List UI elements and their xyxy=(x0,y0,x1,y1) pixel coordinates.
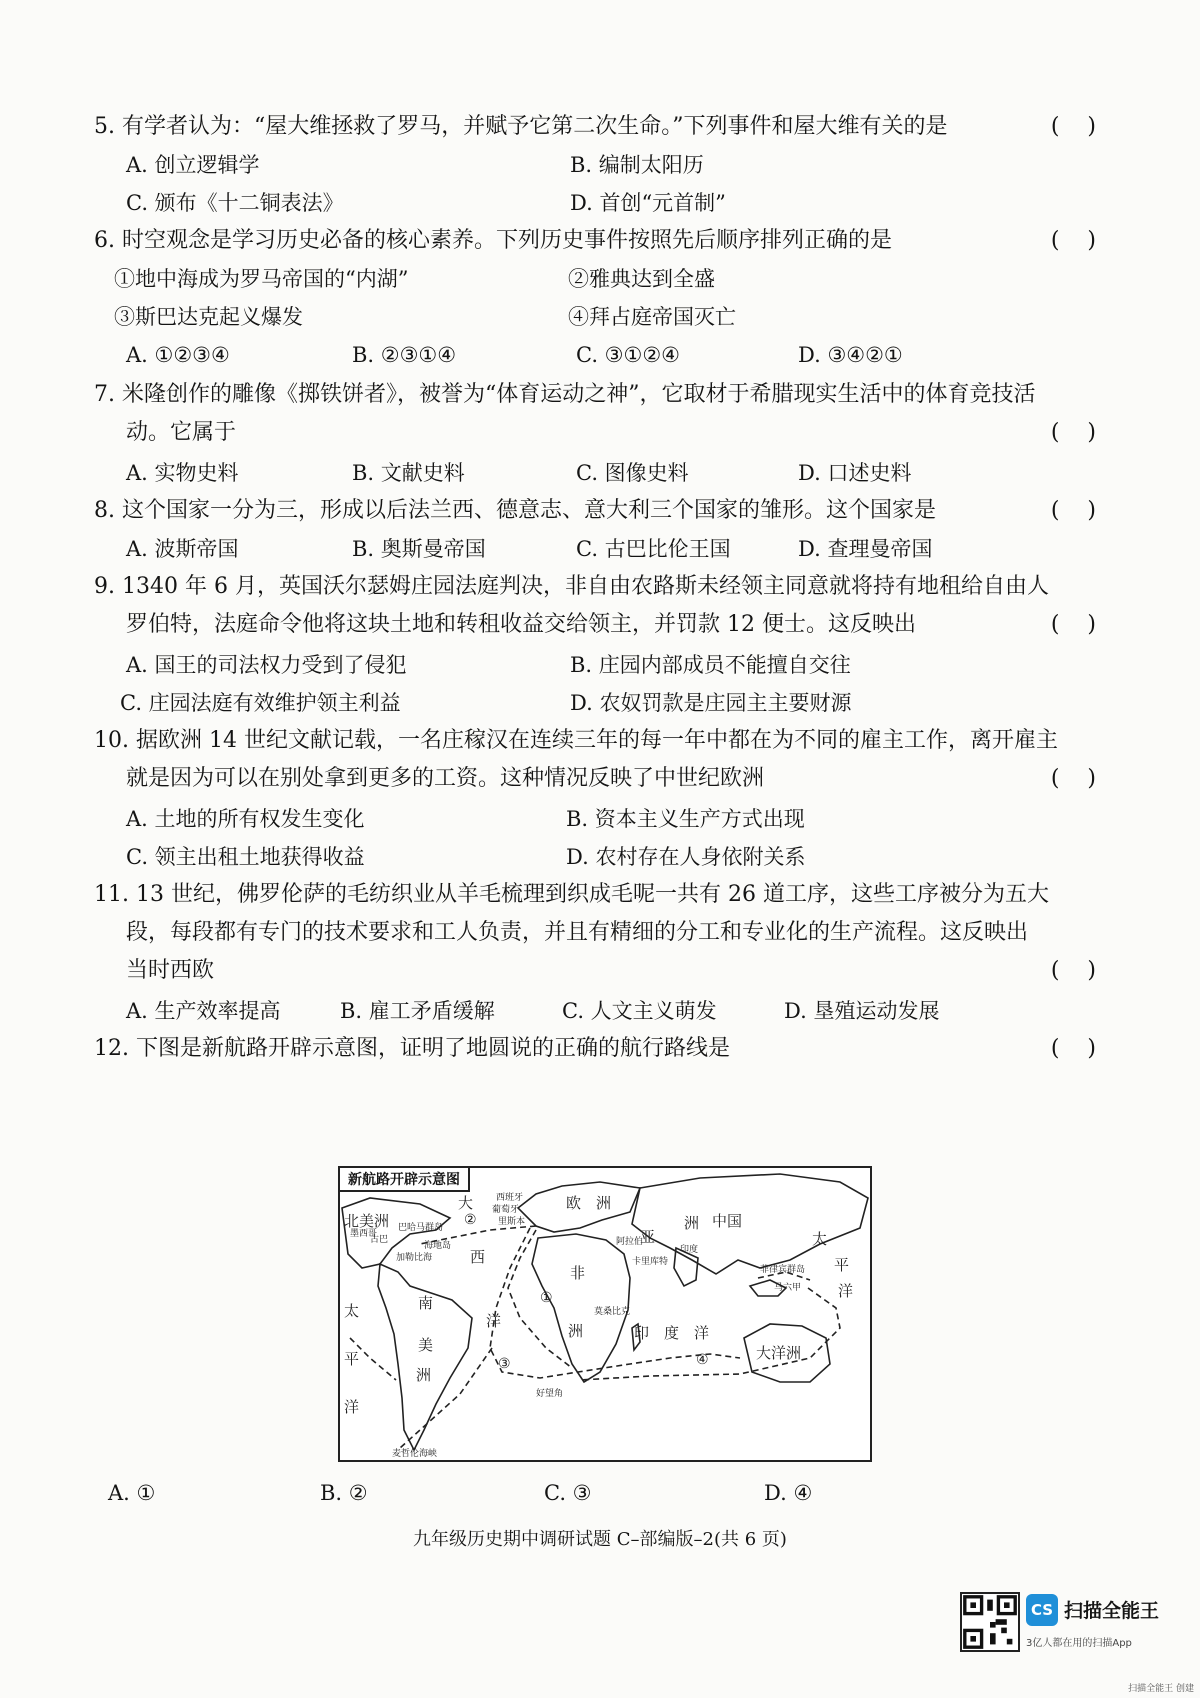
option-b: B. 编制太阳历 xyxy=(570,153,704,177)
option-b: B. ② xyxy=(320,1481,368,1505)
camscanner-logo-icon: CS xyxy=(1026,1594,1058,1626)
question-stem: 10. 据欧洲 14 世纪文献记载，一名庄稼汉在连续三年的每一年中都在为不同的雇主工作，离开雇主 xyxy=(94,728,1058,753)
question-11 xyxy=(94,880,1124,986)
option-d: D. ③④②① xyxy=(798,343,903,367)
question-stem: 12. 下图是新航路开辟示意图，证明了地圆说的正确的航行路线是 xyxy=(94,1036,730,1061)
option-c: C. ③①②④ xyxy=(576,343,680,367)
option-d: D. 垦殖运动发展 xyxy=(784,999,940,1023)
camscanner-name: 扫描全能王 xyxy=(1064,1600,1160,1622)
label-arabia: 阿拉伯 xyxy=(616,1237,644,1247)
option-d: D. 查理曼帝国 xyxy=(798,537,933,561)
label-atlantic-1: 大 xyxy=(458,1194,474,1212)
answer-bracket: () xyxy=(1050,958,1124,983)
label-magellan: 麦哲伦海峡 xyxy=(392,1449,438,1459)
question-5 xyxy=(94,112,1124,142)
option-c: C. 领主出租土地获得收益 xyxy=(126,845,365,869)
answer-bracket: () xyxy=(1050,612,1124,637)
answer-bracket: () xyxy=(1050,1036,1124,1061)
option-a: A. 实物史料 xyxy=(126,461,239,485)
option-b: B. 文献史料 xyxy=(352,461,465,485)
event-item: ①地中海成为罗马帝国的“内湖” xyxy=(114,267,409,291)
label-route-3: ③ xyxy=(498,1356,511,1372)
question-stem-cont: 就是因为可以在别处拿到更多的工资。这种情况反映了中世纪欧洲 xyxy=(126,766,765,791)
label-haiti: 海地岛 xyxy=(424,1241,452,1251)
option-c: C. ③ xyxy=(544,1481,592,1505)
option-a: A. 创立逻辑学 xyxy=(126,153,260,177)
label-pacific-w-3: 洋 xyxy=(344,1398,360,1416)
option-a: A. ①②③④ xyxy=(126,343,230,367)
label-europe: 欧 洲 xyxy=(566,1194,612,1212)
event-item: ③斯巴达克起义爆发 xyxy=(114,305,303,329)
label-mexico: 墨西哥 xyxy=(350,1229,378,1239)
question-6 xyxy=(94,226,1124,256)
label-philippines: 菲律宾群岛 xyxy=(760,1265,806,1275)
label-asia-1: 亚 xyxy=(640,1228,656,1246)
option-a: A. 波斯帝国 xyxy=(126,537,239,561)
answer-bracket: () xyxy=(1050,498,1124,523)
map-drawing xyxy=(340,1168,870,1460)
label-asia-2: 洲 xyxy=(684,1214,700,1232)
option-b: B. 资本主义生产方式出现 xyxy=(566,807,805,831)
label-cuba: 古巴 xyxy=(370,1235,389,1245)
answer-bracket: () xyxy=(1050,228,1124,253)
label-atlantic-2: 西 xyxy=(470,1248,486,1266)
answer-bracket: () xyxy=(1050,114,1124,139)
label-china: 中国 xyxy=(712,1212,743,1230)
option-b: B. 奥斯曼帝国 xyxy=(352,537,486,561)
question-7 xyxy=(94,380,1124,448)
label-moluccas: 马六甲 xyxy=(774,1283,802,1293)
label-south-america-1: 南 xyxy=(418,1294,434,1312)
question-12 xyxy=(94,1034,1124,1064)
label-mozambique: 莫桑比克 xyxy=(594,1307,631,1317)
option-b: B. ②③①④ xyxy=(352,343,457,367)
question-stem-cont: 动。它属于 xyxy=(126,420,237,445)
label-south-america-3: 洲 xyxy=(416,1366,432,1384)
map-title: 新航路开辟示意图 xyxy=(340,1168,470,1192)
label-pacific-w-1: 太 xyxy=(344,1302,360,1320)
option-d: D. 口述史料 xyxy=(798,461,912,485)
label-route-1: ① xyxy=(540,1290,553,1306)
option-c: C. 庄园法庭有效维护领主利益 xyxy=(120,691,401,715)
new-routes-map xyxy=(338,1166,872,1462)
option-c: C. 古巴比伦王国 xyxy=(576,537,731,561)
qr-code-icon xyxy=(960,1592,1020,1652)
question-stem-cont: 罗伯特，法庭命令他将这块土地和转租收益交给领主，并罚款 12 便士。这反映出 xyxy=(126,612,916,637)
label-india: 印度 xyxy=(680,1245,699,1255)
label-south-america-2: 美 xyxy=(418,1336,434,1354)
question-stem-cont: 当时西欧 xyxy=(126,958,215,983)
route-3b xyxy=(400,1348,492,1448)
option-c: C. 图像史料 xyxy=(576,461,689,485)
option-b: B. 雇工矛盾缓解 xyxy=(340,999,495,1023)
question-stem: 6. 时空观念是学习历史必备的核心素养。下列历史事件按照先后顺序排列正确的是 xyxy=(94,228,892,253)
option-a: A. 国王的司法权力受到了侵犯 xyxy=(126,653,407,677)
question-10 xyxy=(94,726,1124,794)
question-stem-cont: 段，每段都有专门的技术要求和工人负责，并且有精细的分工和专业化的生产流程。这反映出 xyxy=(126,920,1029,945)
label-pacific-e-3: 洋 xyxy=(838,1282,854,1300)
question-stem: 11. 13 世纪，佛罗伦萨的毛纺织业从羊毛梳理到织成毛呢一共有 26 道工序，这些工序被分为五大 xyxy=(94,882,1049,907)
option-d: D. ④ xyxy=(764,1481,813,1505)
question-stem: 7. 米隆创作的雕像《掷铁饼者》，被誉为“体育运动之神”，它取材于希腊现实生活中的体育竞技活 xyxy=(94,382,1036,407)
option-c: C. 人文主义萌发 xyxy=(562,999,717,1023)
option-a: A. 土地的所有权发生变化 xyxy=(126,807,365,831)
label-pacific-e-2: 平 xyxy=(834,1256,850,1274)
question-stem: 5. 有学者认为：“屋大维拯救了罗马，并赋予它第二次生命。”下列事件和屋大维有关的是 xyxy=(94,114,948,139)
south-america-shape xyxy=(378,1264,472,1450)
event-item: ②雅典达到全盛 xyxy=(568,267,715,291)
question-8 xyxy=(94,496,1124,526)
option-a: A. 生产效率提高 xyxy=(126,999,281,1023)
event-item: ④拜占庭帝国灭亡 xyxy=(568,305,736,329)
question-stem: 8. 这个国家一分为三，形成以后法兰西、德意志、意大利三个国家的雏形。这个国家是 xyxy=(94,498,936,523)
label-route-2: ② xyxy=(464,1212,477,1228)
label-atlantic-3: 洋 xyxy=(486,1312,502,1330)
label-pacific-e-1: 太 xyxy=(812,1230,828,1248)
label-route-4: ④ xyxy=(696,1352,709,1368)
label-spain: 西班牙 xyxy=(496,1193,524,1203)
page-footer: 九年级历史期中调研试题 C–部编版–2(共 6 页) xyxy=(413,1529,787,1550)
label-oceania: 大洋洲 xyxy=(756,1344,802,1362)
label-north-america: 北美洲 xyxy=(344,1212,390,1230)
label-lisbon: 里斯本 xyxy=(498,1217,526,1227)
label-good-hope: 好望角 xyxy=(536,1389,564,1399)
option-d: D. 农奴罚款是庄园主主要财源 xyxy=(570,691,852,715)
option-c: C. 颁布《十二铜表法》 xyxy=(126,191,344,215)
option-b: B. 庄园内部成员不能擅自交往 xyxy=(570,653,851,677)
label-portugal: 葡萄牙 xyxy=(492,1205,520,1215)
option-d: D. 首创“元首制” xyxy=(570,191,726,215)
question-9 xyxy=(94,572,1124,640)
answer-bracket: () xyxy=(1050,766,1124,791)
option-a: A. ① xyxy=(108,1481,156,1505)
question-stem: 9. 1340 年 6 月，英国沃尔瑟姆庄园法庭判决，非自由农路斯未经领主同意就将持有地租给自由人 xyxy=(94,574,1049,599)
label-africa-2: 洲 xyxy=(568,1322,584,1340)
option-d: D. 农村存在人身依附关系 xyxy=(566,845,806,869)
label-africa-1: 非 xyxy=(570,1264,586,1282)
answer-bracket: () xyxy=(1050,420,1124,445)
camscanner-slogan: 3亿人都在用的扫描App xyxy=(1026,1638,1132,1649)
label-pacific-w-2: 平 xyxy=(344,1350,360,1368)
label-caribbean: 加勒比海 xyxy=(396,1253,433,1263)
scanner-watermark xyxy=(960,1592,1160,1664)
label-indian-ocean: 印 度 洋 xyxy=(634,1324,710,1342)
corner-watermark: 扫描全能王 创建 xyxy=(1128,1684,1194,1694)
label-calicut: 卡里库特 xyxy=(632,1257,669,1267)
label-bahamas: 巴哈马群岛 xyxy=(398,1223,444,1233)
